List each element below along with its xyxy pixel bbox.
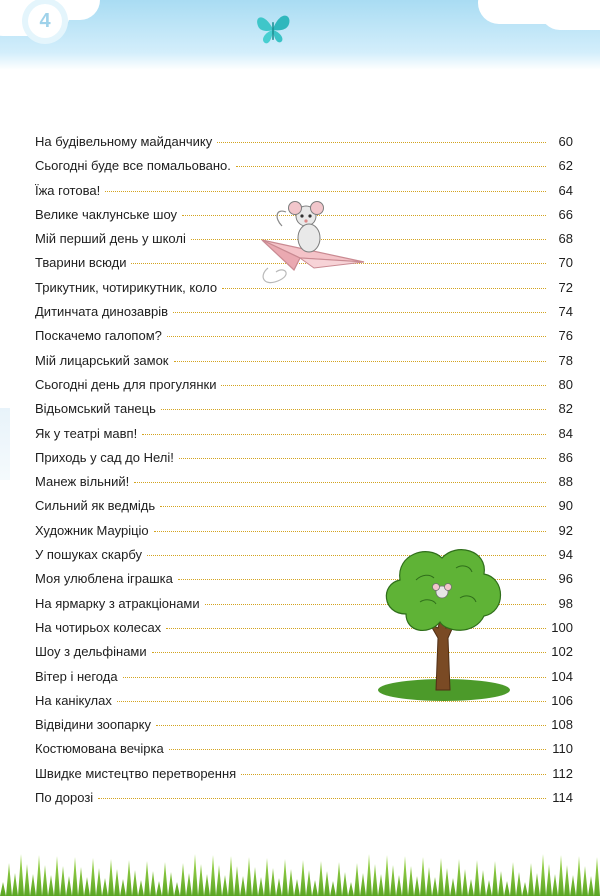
toc-entry-title: Шоу з дельфінами <box>35 644 147 660</box>
toc-entry-title: Тварини всюди <box>35 255 127 271</box>
toc-entry-title: Трикутник, чотирикутник, коло <box>35 279 218 295</box>
toc-entry-page: 66 <box>558 206 573 222</box>
toc-entry <box>35 377 573 401</box>
toc-entry <box>35 401 573 425</box>
toc-entry-title: Їжа готова! <box>35 182 101 198</box>
toc-entry-title: Мій лицарський замок <box>35 352 169 368</box>
toc-entry-page: 84 <box>558 425 573 441</box>
toc-entry-title: На чотирьох колесах <box>35 619 162 635</box>
toc-dot-leader <box>154 530 546 532</box>
butterfly-icon <box>252 10 294 48</box>
toc-dot-leader <box>98 797 546 799</box>
toc-entry-title: Поскачемо галопом? <box>35 328 162 344</box>
toc-entry-title: Сьогодні день для прогулянки <box>35 376 217 392</box>
toc-entry-page: 112 <box>552 765 573 781</box>
toc-dot-leader <box>156 724 546 726</box>
page-number: 4 <box>28 4 62 38</box>
toc-entry-page: 96 <box>558 571 573 587</box>
toc-entry-page: 80 <box>558 376 573 392</box>
toc-entry <box>35 353 573 377</box>
toc-entry-title: Мій перший день у школі <box>35 231 186 247</box>
toc-dot-leader <box>167 335 546 337</box>
toc-entry-page: 110 <box>552 741 573 757</box>
grass-icon <box>0 826 600 896</box>
toc-entry-page: 92 <box>558 522 573 538</box>
toc-entry <box>35 426 573 450</box>
toc-entry-page: 90 <box>558 498 573 514</box>
toc-entry-page: 88 <box>558 474 573 490</box>
toc-dot-leader <box>134 481 546 483</box>
toc-dot-leader <box>217 141 546 143</box>
toc-dot-leader <box>173 311 546 313</box>
toc-entry-page: 70 <box>558 255 573 271</box>
toc-entry <box>35 790 573 814</box>
toc-entry-title: Сильний як ведмідь <box>35 498 156 514</box>
toc-entry-page: 78 <box>558 352 573 368</box>
toc-entry-title: Швидке мистецтво перетворення <box>35 765 237 781</box>
toc-entry-title: У пошуках скарбу <box>35 547 142 563</box>
toc-entry-title: Дитинчата динозаврів <box>35 304 169 320</box>
toc-entry-title: Художник Мауріціо <box>35 522 149 538</box>
toc-dot-leader <box>174 360 547 362</box>
toc-entry-page: 76 <box>558 328 573 344</box>
toc-entry <box>35 134 573 158</box>
toc-entry-page: 104 <box>551 668 573 684</box>
toc-entry-title: По дорозі <box>35 790 94 806</box>
toc-entry-title: Сьогодні буде все помальовано. <box>35 158 231 174</box>
toc-entry-page: 62 <box>558 158 573 174</box>
toc-entry-title: Костюмована вечірка <box>35 741 164 757</box>
toc-entry-page: 74 <box>558 304 573 320</box>
toc-entry-page: 114 <box>552 790 573 806</box>
toc-dot-leader <box>105 190 546 192</box>
paper-plane-mouse-icon <box>254 196 370 292</box>
cloud <box>540 0 600 30</box>
toc-entry-page: 86 <box>558 449 573 465</box>
toc-entry-page: 72 <box>558 279 573 295</box>
toc-entry <box>35 304 573 328</box>
toc-entry <box>35 741 573 765</box>
toc-entry <box>35 474 573 498</box>
toc-entry-page: 108 <box>551 717 573 733</box>
toc-entry <box>35 328 573 352</box>
toc-entry-page: 64 <box>558 182 573 198</box>
toc-entry-page: 60 <box>558 134 573 149</box>
toc-entry-title: На будівельному майданчику <box>35 134 213 149</box>
toc-entry-title: Велике чаклунське шоу <box>35 206 178 222</box>
toc-entry <box>35 450 573 474</box>
toc-entry <box>35 158 573 182</box>
toc-entry-page: 68 <box>558 231 573 247</box>
toc-entry-page: 102 <box>551 644 573 660</box>
tree-mouse-icon <box>376 540 514 702</box>
toc-dot-leader <box>169 748 546 750</box>
toc-entry-title: На канікулах <box>35 692 112 708</box>
toc-dot-leader <box>160 505 546 507</box>
toc-entry-page: 100 <box>551 619 573 635</box>
toc-entry-title: Як у театрі мавп! <box>35 425 138 441</box>
toc-entry-page: 82 <box>558 401 573 417</box>
toc-entry-title: Відвідини зоопарку <box>35 717 151 733</box>
toc-dot-leader <box>241 773 546 775</box>
toc-dot-leader <box>236 165 546 167</box>
toc-entry-title: Приходь у сад до Нелі! <box>35 449 174 465</box>
toc-entry-title: Відьомський танець <box>35 401 156 417</box>
toc-entry <box>35 717 573 741</box>
toc-entry-page: 94 <box>558 547 573 563</box>
toc-dot-leader <box>161 408 546 410</box>
toc-entry-title: Манеж вільний! <box>35 474 130 490</box>
toc-entry-title: Моя улюблена іграшка <box>35 571 173 587</box>
toc-entry-page: 106 <box>551 692 573 708</box>
toc-dot-leader <box>221 384 546 386</box>
side-tab <box>0 408 10 480</box>
toc-entry-title: На ярмарку з атракціонами <box>35 595 200 611</box>
toc-entry <box>35 498 573 522</box>
toc-entry-page: 98 <box>558 595 573 611</box>
toc-dot-leader <box>142 433 546 435</box>
toc-entry <box>35 766 573 790</box>
toc-entry-title: Вітер і негода <box>35 668 118 684</box>
toc-dot-leader <box>179 457 546 459</box>
